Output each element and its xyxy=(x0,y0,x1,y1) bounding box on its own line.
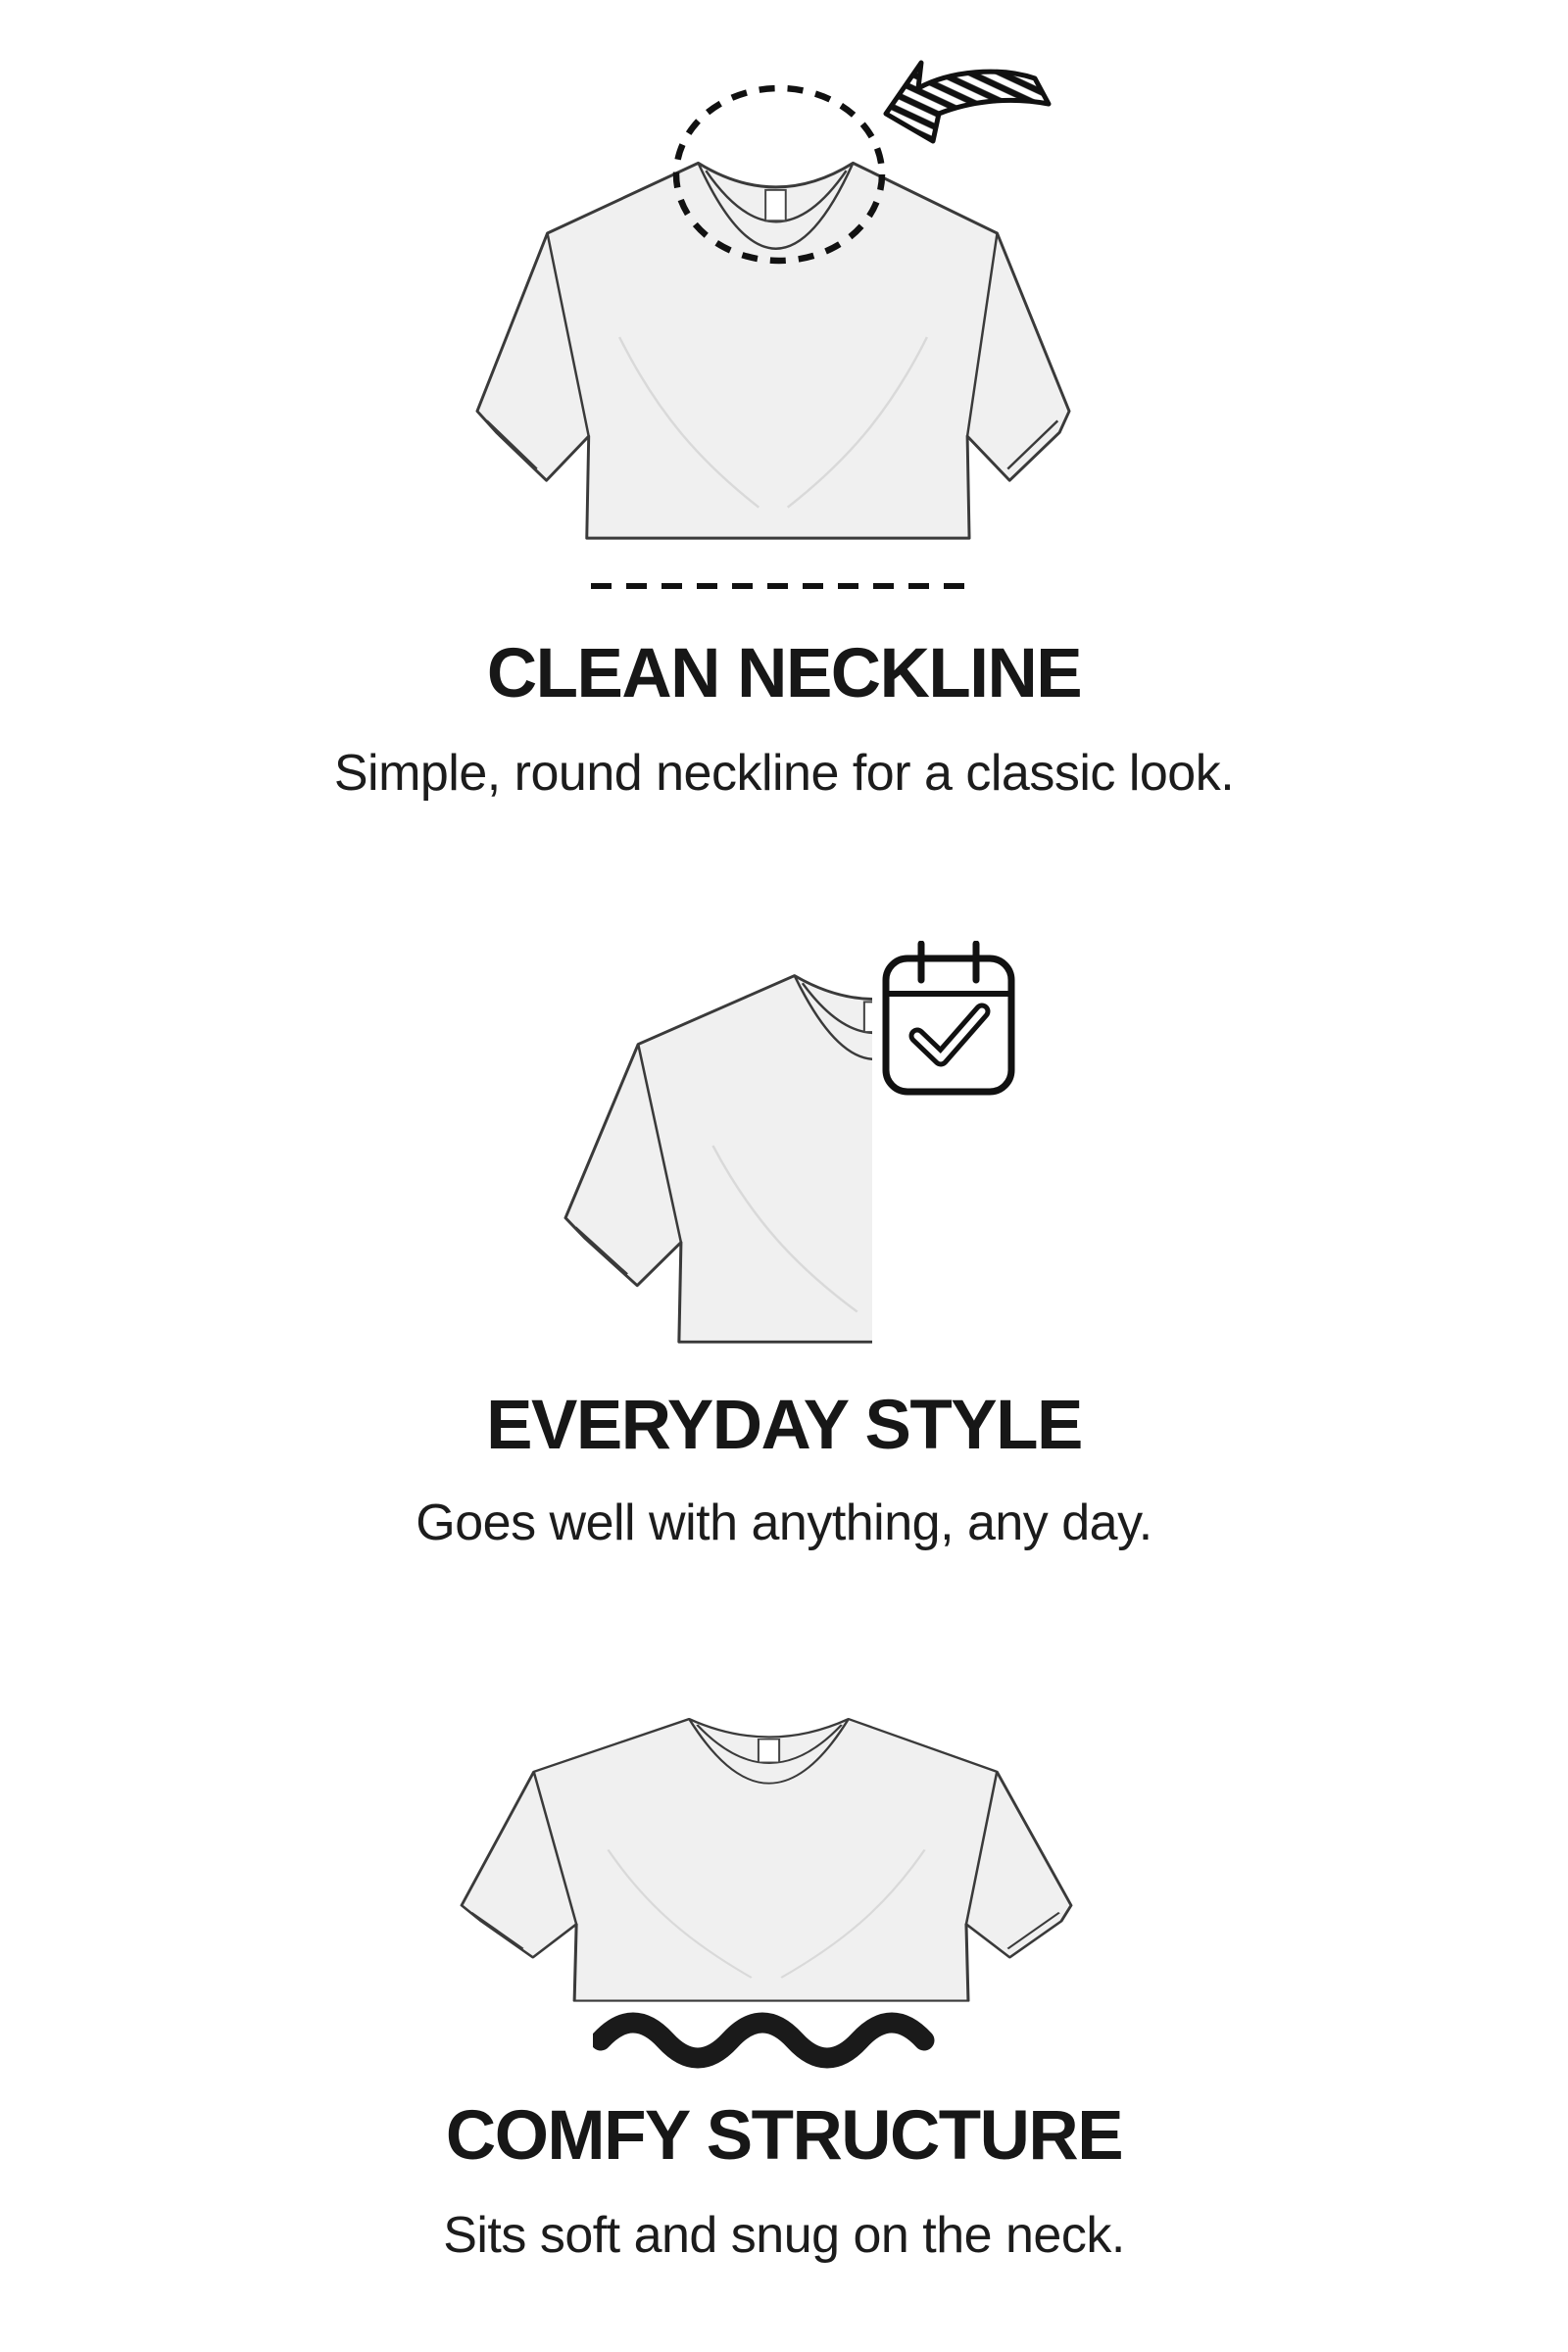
section-clean-neckline xyxy=(0,0,1568,843)
dashed-hem-line xyxy=(588,580,980,592)
calendar-check-icon xyxy=(880,941,1017,1098)
section-subtitle: Sits soft and snug on the neck. xyxy=(443,2207,1125,2264)
section-subtitle: Goes well with anything, any day. xyxy=(416,1494,1152,1551)
section-subtitle: Simple, round neckline for a classic look. xyxy=(333,745,1235,802)
section-heading: COMFY STRUCTURE xyxy=(445,2097,1123,2175)
tshirt-half-illustration xyxy=(564,944,872,1348)
hand-drawn-arrow-icon xyxy=(882,53,1054,145)
wavy-line-icon xyxy=(593,1999,936,2072)
section-heading: EVERYDAY STYLE xyxy=(486,1387,1082,1464)
tshirt-illustration xyxy=(460,1694,1073,2005)
section-heading: CLEAN NECKLINE xyxy=(486,635,1082,712)
section-everyday-style xyxy=(0,843,1568,1607)
neckline-dashed-circle-icon xyxy=(668,78,890,270)
section-comfy-structure xyxy=(0,1607,1568,2352)
